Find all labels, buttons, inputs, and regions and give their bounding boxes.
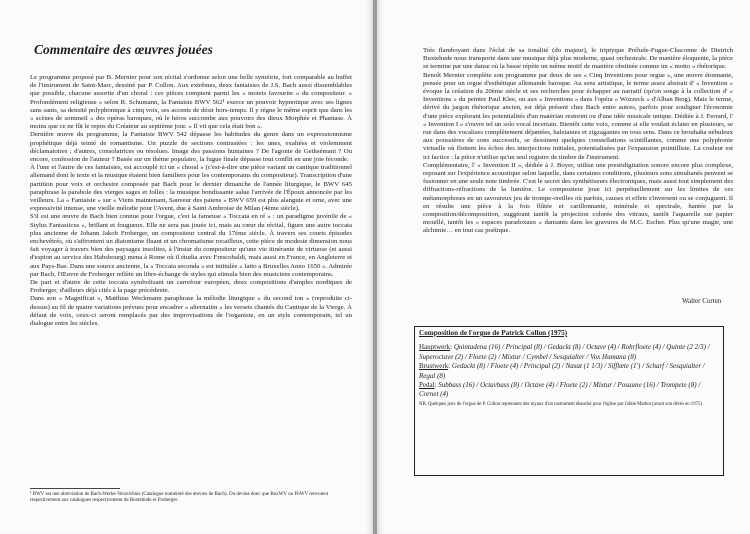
division-name: Pedal (419, 381, 435, 390)
division-stops: Gedackt (8) / Floete (4) / Principal (2) / Nasat (1 1/3) / Sifflœte (1') / Scharf / Sesquialter / Regal (8) (419, 362, 705, 380)
organ-division: Brustwerk: Gedackt (8) / Floete (4) / Principal (2) / Nasat (1 1/3) / Sifflœte (1') / Scharf / Sesquialter / Regal (8) (419, 362, 705, 380)
division-stops: Quintadena (16) / Principal (8) / Gedackt (8) / Octave (4) / Rohrfloete (4) / Quinte (2 2/3) / Superoctave (2) / Floete (2) / Mixtur / Cymbel / Sesquialter / Vox Humana (8) (419, 343, 710, 361)
paragraph: Complémentaire, l' « Invention II », dédiée à J. Boyer, utilise une prestidigitation sonore encore plus complexe, reposant sur l'expérience acoustique selon laquelle, dans certaines conditions, plusieurs sons simultanés peuvent se fusionner en une seule note timbrée. C'est le secret des synthétiseurs électroniques, mais aussi tout simplement des diffractions-réfractions de la lumière. Le compositeur joue ici perpétuellement sur les limites de ces métamorphoses en un savoureux jeu de trompe-oreilles où parfois, causes et effets s'inversent ou se conjuguent. Il en résulte une pièce à la fois flûtée et carillonnante, minérale et spectrale, hantée par la composition/décomposition, suggérant tantôt la projection colorée des vitraux, tantôt l'aquarelle sur papier mouillé, tantôt les « espaces paradoxaux » dansants dans les gravures de M.C. Escher. Plus qu'une magie, une alchimie… en tout cas poétique. (423, 161, 733, 235)
organ-division: Hauptwerk: Quintadena (16) / Principal (8) / Gedackt (8) / Octave (4) / Rohrfloete (4) / Quinte (2 2/3) / Superoctave (2) / Floete (2) / Mixtur / Cymbel / Sesquialter / Vox Humana (8) (419, 343, 710, 361)
footnote-divider (30, 488, 120, 489)
signature: Walter Corten (682, 297, 722, 305)
page-title: Commentaire des œuvres jouées (34, 42, 213, 57)
paragraph: S'il est une œuvre de Bach bien connue pour l'orgue, c'est la fameuse « Toccata en ré » : un paradigme juvénile de « Stylus Fantasticus », brillant et fougueux. Elle ne sera pas jouée ici, mais au cœur du récital, figure une autre toccata plus ancienne de Johann Jakob Froberger, un compositeur central du 17ème siècle. À travers ses courts épisodes enchevêtrés, où s'affrontent un diatonisme fluant et un chromatisme rocailleux, cette pièce de modeste dimension nous fait voyager à travers bien des paysages insolites, à l'instar du compositeur qu'une vie itinérante de virtuose (et aussi d'espion au service des Habsbourg) mena à Rome où il étudia avec Frescobaldi, mais aussi en France, en Angleterre et aux Pays-Bas. Dans une source ancienne, la « Toccata seconda » est intitulée « fatto a Bruxelles Anno 1650 ». Admirée par Bach, l'Œuvre de Froberger reflète un libre-échange de styles qui stimula bien des musiciens contemporains. (30, 213, 352, 278)
organ-box-note: NB. Quelques jeux de l'orgue de P. Collon reprennent des tuyaux d'un instrument ébauché pour l'église par l'abbé Mathot (avant son décès en 1975) (419, 401, 702, 407)
paragraph: Benoît Mernier complète son programme par deux de ses « Cinq Inventions pour orgue », une œuvre étonnante, pensée pour un orgue d'esthétique allemande baroque. Au sens artistique, le terme assez abstrait d' « Invention » évoque la création du 20ème siècle et ses recherches pour échapper au narratif (qu'on songe à la collection d' « Inventions » du peintre Paul Klee, ou aux « Inventions » dans l'opéra « Wozzeck » d'Alban Berg). Mais le terme, dérivé du jargon rhétorique ancien, est déjà présent chez Bach entre autres, parfois pour souligner l'économie d'une pièce explorant les potentialités d'un matériau restreint ou d'une idée musicale unique. Dédiée à J. Ferrard, l' « Invention I » s'ouvre tel un solo vocal incertain. Bientôt cette voix, comme si elle voulait éclater en plusieurs, se rue dans des vocalises complètement déjantées, haletantes et zigzagantes en tous sens. Dans ce brouhaha nébuleux aux poussières de sons successifs, se dessinent quelques constellations scintillantes, comme une polyphonie virtuelle où flottent les échos des interjections initiales, potentialisées par l'expansion pointilliste. La couleur est ici factice : la pièce n'utilise qu'un seul registre de timbre de l'instrument. (423, 71, 733, 161)
paragraph: Très flamboyant dans l'éclat de sa tonalité (do majeur), le triptyque Prélude-Fugue-Chaconne de Dietrich Buxtehude nous transporte dans une musique déjà plus moderne, quasi orchestrale. De manière éloquente, la pièce se termine par une danse où la basse répète un même motif de manière obstinée comme un « motto » rhétorique. (423, 47, 733, 71)
paragraph: Le programme proposé par B. Mernier pour son récital s'ordonne selon une belle symétrie, fort comparable au buffet de l'instrument de Saint-Marc, dessiné par P. Collon. Aux extrêmes, deux fantaisies de J.S. Bach aussi dissemblables que possible, chacune assortie d'un choral : ces pièces comptent parmi les « motets favourite » du compositeur. « Profondément religieuse » selon R. Schumann, la Fantaisie BWV 562¹ exerce un pouvoir hypnotique avec ses lignes sans sauts, sa densité polyphonique à cinq voix, ses accents de désir hors-temps. Il y règne le même esprit que dans les « scènes de sommeil » des opéras baroques, où le héros succombe aux pouvoirs des dieux Morphée et Phantase. À moins que ce ne fût le repos du Créateur au septième jour. « Il vit que cela était bon ». (30, 74, 352, 131)
paragraph: À l'une et l'autre de ces fantaisies, est accouplé ici un « choral » (c'est-à-dire une pièce variant un cantique traditionnel allemand dont le texte et la musique étaient bien familiers pour les contemporains du compositeur). Transcription d'une partition pour voix et orchestre composée par Bach pour le dernier dimanche de l'année liturgique, le BWV 645 paraphrase la parabole des vierges sages et folles : la musique bondissante salue l'arrivée de l'Époux annoncée par les veilleurs. La « Fantaisie » sur « Viens maintenant, Sauveur des païens » BWV 659 est plus alanguie et orne, avec une expressivité intense, une vieille mélodie pour l'Avent, due à Saint Ambroise de Milan (4ème siècle). (30, 164, 352, 213)
division-name: Brustwerk (419, 362, 449, 371)
right-column (423, 47, 733, 236)
division-name: Hauptwerk (419, 343, 451, 352)
organ-division: Pedal: Subbass (16) / Octavbass (8) / Octave (4) / Floete (2) / Mixtur / Posaune (16) / Trompete (8) / Cornet (4) (419, 381, 701, 399)
paragraph: Dans son « Magnificat », Matthias Weckmann paraphrase la mélodie liturgique « du second ton » (reproduite ci-dessus) au fil de quatre variations prévues pour encadrer « alternatim » les versets chantés du Cantique de la Vierge. À défaut de voix, ceux-ci seront remplacés par des improvisations de l'organiste, en un style contemporain, tel un dialogue entre les siècles. (30, 295, 352, 328)
organ-box-body (419, 343, 719, 407)
left-column (30, 74, 352, 328)
paragraph: Dernière œuvre du programme, la Fantaisie BWV 542 dépasse les habitudes du genre dans un expressionnisme prophétique déjà teinté de romantisme. Un puzzle de sections contrastées : les unes, exaltées et violemment déclamatoires ; d'autres, consolatrices ou résolues. Image des passions humaines ? De l'agonie de Gethsémani ? Ou encore, confession de l'auteur ? Basée sur un thème populaire, la fugue finale dépasse tout conflit en une joie féconde. (30, 131, 352, 164)
organ-composition-box (414, 326, 724, 476)
footnote: ¹ BWV est une abréviation de Bach-Werke-Verzeichnis (Catalogue numéroté des œuvres de Bach). On devine donc que BuxWV ou FbWV renvoient respectivement aux catalogues respectivement de Buxtehude et Froberger. (30, 492, 329, 504)
organ-box-title: Composition de l'orgue de Patrick Collon (1975) (419, 329, 568, 337)
paragraph: De part et d'autre de cette toccata symbolisant un carrefour européen, deux compositions d'amples nordiques de Froberger, d'ailleurs déjà cités à la page précédente. (30, 279, 352, 295)
left-page (0, 0, 373, 534)
division-stops: Subbass (16) / Octavbass (8) / Octave (4) / Floete (2) / Mixtur / Posaune (16) / Trompete (8) / Cornet (4) (419, 381, 701, 399)
